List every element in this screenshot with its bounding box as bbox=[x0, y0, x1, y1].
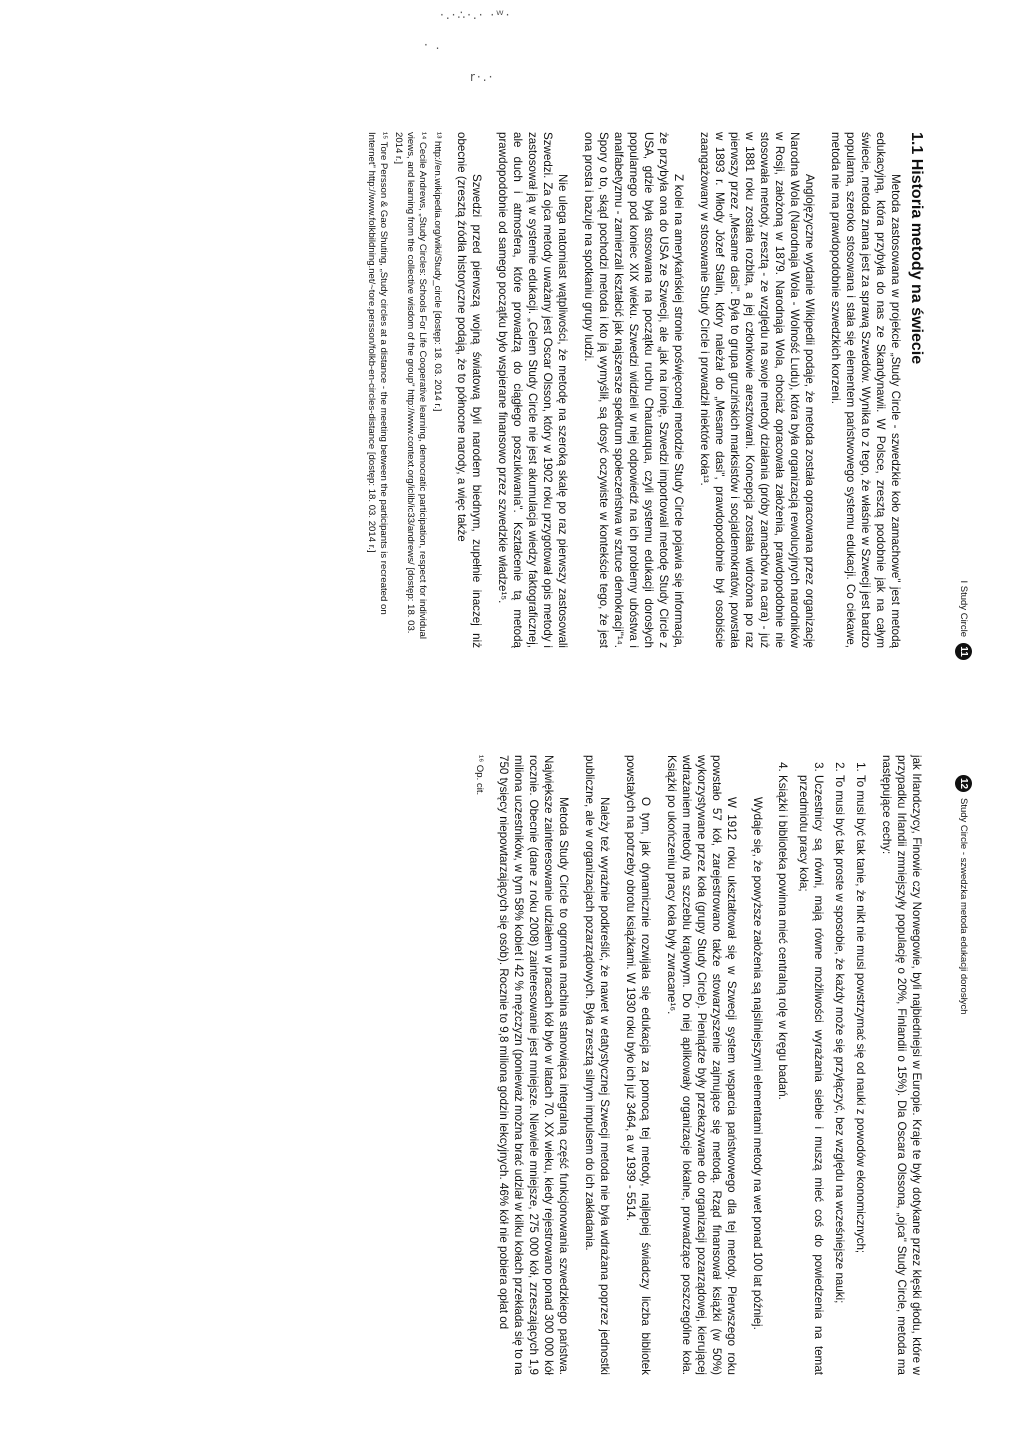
scan-artifact: · . bbox=[424, 38, 442, 52]
paragraph: Nie ulega natomiast wątpliwości, że metodę na szeroką skalę po raz pierwszy zastosowali Szwedzi. Za ojca metody uważany jest Oscar Olsson, który w 1902 roku przygotował opis metody i zastosował ją w systemie edukacji. „Celem Study Circle nie jest akumulacja wiedzy faktograficznej, ale duch i atmosfera, które prowadzą do ciągłego poszukiwania". Kształcenie tą metodą prawdopodobnie od samego początku było wspierane finansowo przez szwedzkie władze¹⁵. bbox=[496, 132, 569, 648]
page-number: 12 bbox=[955, 775, 972, 792]
scan-artifact: r·.· bbox=[470, 70, 495, 84]
list-item: 4. Książki i biblioteka powinna mieć centralną rolę w kręgu badań. bbox=[775, 775, 790, 1375]
page-11 bbox=[0, 0, 1024, 700]
footnote: ¹⁴ Cecile Andrews, „Study Circles: Schools For Life Cooperative learning, democratic participation, respect for individual views, and learning from the collective wisdom of the group" http://www.context.org/iclib/ic33/andrews/ [dostęp: 18. 03. 2014 r.] bbox=[393, 132, 428, 639]
running-head bbox=[955, 775, 972, 1014]
paragraph: Z kolei na amerykańskiej stronie poświęconej metodzie Study Circle pojawia się informacja, że przybyła ona do USA ze Szwecji, ale „jak na ironię, Szwedzi importowali metodę Study Circle z USA, gdzie była stosowana na początku ruchu Chautauqua, czyli systemu edukacji dorosłych popularnego pod koniec XIX wieku. Szwedzi widzieli w niej odpowiedź na ich problemy ubóstwa i analfabetyzmu - zamierzali kształcić jak najszersze spektrum społeczeństwa w sztuce demokracji"¹⁴. Spory o to, skąd pochodzi metoda i kto ją wymyślił, są dosyć oczywiste w kontekście tego, że jest ona prosta i bazuje na spotkaniu grupy ludzi. bbox=[582, 132, 685, 648]
paragraph: Wydaje się, że powyższe założenia są najsilniejszymi elementami metody na wet ponad 100 lat później. bbox=[751, 797, 764, 1330]
page-12 bbox=[0, 720, 1024, 1447]
page-body bbox=[362, 132, 924, 648]
paragraph: Należy też wyraźnie podkreślić, że nawet w etatystycznej Szwecji metoda nie była wdrażana poprzez jednostki publiczne, ale w organizacjach pozarządowych. Była zresztą silnym impulsem do ich zakładania. bbox=[583, 755, 611, 1375]
footnote: ¹³ http://en.wikipedia.org/wiki/Study_circle [dostęp: 18. 03. 2014 r.] bbox=[432, 132, 443, 412]
footnote: ¹⁵ Tore Persson & Gao Shuting, „Study circles at a distance - the meeting between the participants is recreated on Internet" http://www.folkbildning.net/~tore.persson/folkb-en-circles-distance [dostęp: 18. 03. 2014 r.] bbox=[366, 132, 389, 615]
list-item: 2. To musi być tak proste w sposobie, że każdy może się przyłączyć, bez względu na wcześniejsze nauki; bbox=[832, 775, 847, 1375]
features-list bbox=[775, 755, 868, 1375]
paragraph: Metoda zastosowana w projekcie „Study Circle - szwedzkie koło zamachowe" jest metodą edukacyjną, która przybyła do nas ze Skandynawii. W Polsce, zresztą podobnie jak na całym świecie, metoda znana jest za sprawą Szwedów. Wynika to z tego, że właśnie w Szwecji jest bardzo popularna, szeroko stosowana i stała się elementem państwowego systemu edukacji. Co ciekawe, metoda nie ma prawdopodobnie szwedzkich korzeni. bbox=[829, 132, 902, 648]
footnotes bbox=[473, 755, 485, 1375]
paragraph: O tym, jak dynamicznie rozwijała się edukacja za pomocą tej metody, najlepiej świadczy liczba bibliotek powstałych na potrzeby obrotu książkami. W 1930 roku było ich już 3464, a w 1939 - 5514. bbox=[624, 755, 652, 1375]
paragraph: W 1912 roku ukształtował się w Szwecji system wsparcia państwowego dla tej metody. Pierwszego roku powstało 57 kół, zarejestrowano także stowarzyszenie zajmujące się metodą. Rząd finansował książki (w 50%) wykorzystywane przez koła (grupy Study Circle). Pieniądze były przekazywane do organizacji pozarządowej, kierującej wdrażaniem metody na szczeblu krajowym. Do niej aplikowały organizacje lokalne, prowadzące poszczególne koła. Książki po ukończeniu pracy koła były zwracane¹⁶. bbox=[665, 755, 738, 1375]
paragraph: Metoda Study Circle to ogromna machina stanowiąca integralną część funkcjonowania szwedzkiego państwa. Największe zainteresowanie udziałem w pracach kół było w latach 70. XX wieku, kiedy rejestrowano ponad 300 000 kół rocznie. Obecnie (dane z roku 2008) zainteresowanie jest mniejsze. Niewiele mniejsze, 275 000 kół, zrzeszających 1,9 miliona uczestników, w tym 58% kobiet i 42 % mężczyzn (ponieważ można brać udział w kilku kołach przekłada się to na 750 tysięcy niepowtarzających się osób). Rocznie to 9,8 miliona godzin lekcyjnych. 46% kół nie pobiera opłat od bbox=[497, 755, 570, 1375]
page-body bbox=[470, 755, 924, 1375]
paragraph: Anglojęzyczne wydanie Wikipedii podaje, że metoda została opracowana przez organizację Narodna Wola (Narodnaja Wola - Wolność Ludu), która była organizacją rewolucyjnych narodników w Rosji, założoną w 1879. Narodnaja Wola, chociaż opracowała założenia, prawdopodobnie nie stosowała metody, zresztą - ze względu na swoje metody działania (próby zamachów na cara) - już w 1881 roku została rozbita, a jej członkowie aresztowani. Koncepcja została wdrożona po raz pierwszy przez „Mesame dasi". Była to grupa gruzińskich marksistów i socjaldemokratów, powstała w 1893 r. Młody Józef Stalin, który należał do „Mesame dasi", prawdopodobnie był osobiście zaangażowany w stosowanie Study Circle i prowadził niektóre koła¹³. bbox=[698, 132, 816, 648]
section-heading: 1.1 Historia metody na świecie bbox=[908, 132, 925, 365]
paragraph: Szwedzi przed pierwszą wojną światową byli narodem biednym, zupełnie inaczej niż obecnie (zresztą źródła historyczne podają, że to północne narody, a więc także bbox=[455, 132, 483, 648]
paragraph: jak Irlandczycy, Finowie czy Norwegowie, byli najbiedniejsi w Europie. Kraje te były dotykane przez klęski głodu, które w przypadku Irlandii zmniejszyły populację o 20%, Finlandii o 15%). Dla Oscara Olssona, „ojca" Study Circle, metoda ma następujące cechy: bbox=[880, 755, 923, 1375]
list-item: 3. Uczestnicy są równi, mają równe możliwości wyrażania siebie i muszą mieć coś do powiedzenia na temat przedmiotu pracy koła; bbox=[796, 775, 826, 1375]
running-head-text: Study Circle - szwedzka metoda edukacji dorosłych bbox=[958, 798, 969, 1015]
footnotes bbox=[365, 132, 443, 648]
running-head bbox=[955, 581, 972, 661]
scan-artifact: ·.·∴·.· ·ᵂ· bbox=[440, 8, 512, 22]
footnote: ¹⁶ Op. cit. bbox=[474, 755, 485, 796]
list-item: 1. To musi być tak tanie, że nikt nie musi powstrzymać się od nauki z powodów ekonomicznych; bbox=[853, 775, 868, 1375]
running-head-text: I Study Circle bbox=[958, 580, 969, 637]
page-number: 11 bbox=[955, 643, 972, 660]
